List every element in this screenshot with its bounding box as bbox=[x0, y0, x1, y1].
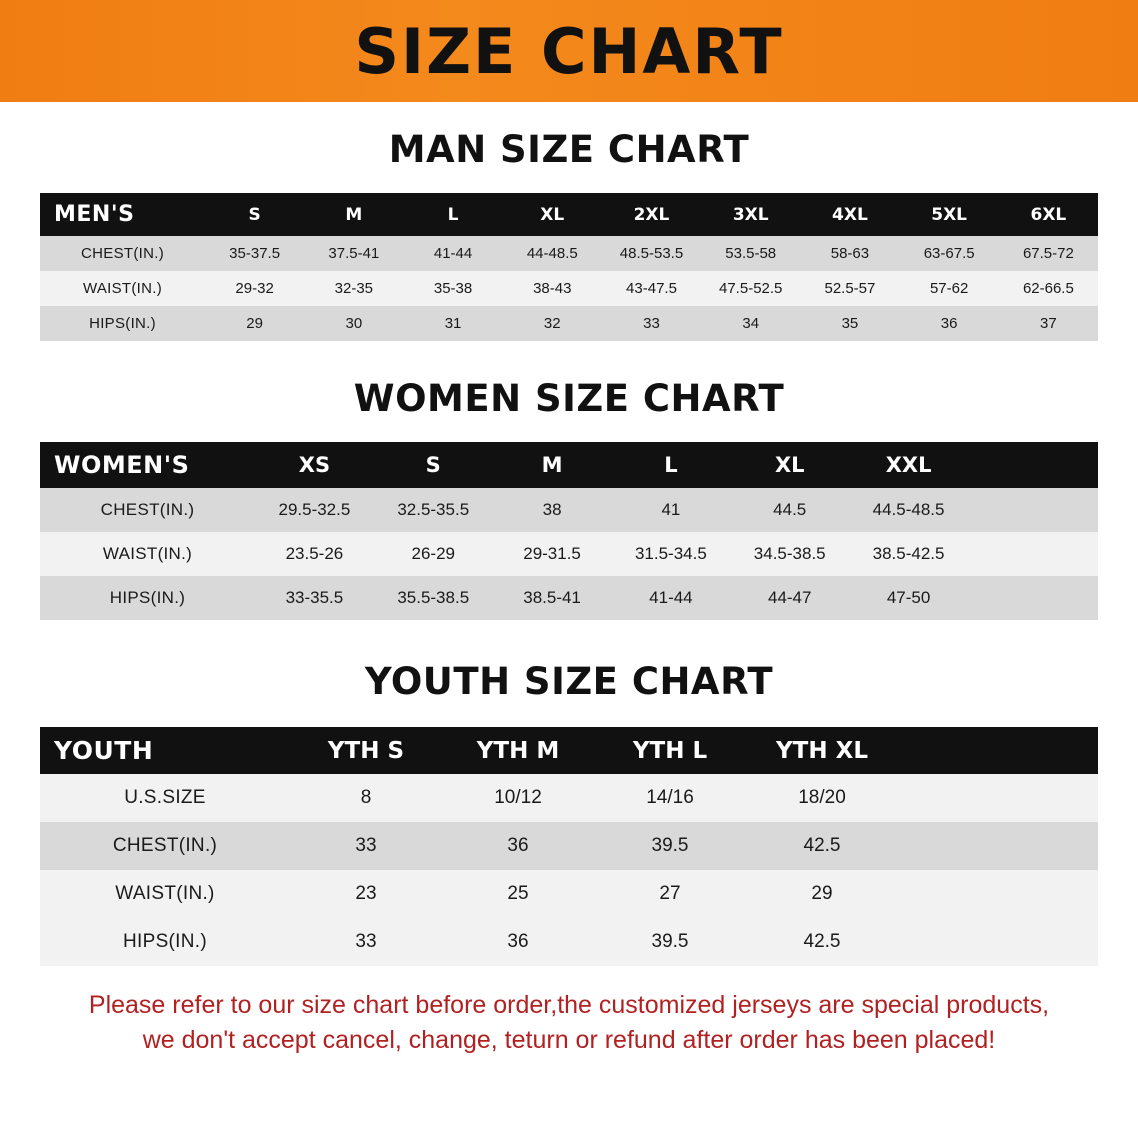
table-row bbox=[40, 488, 1098, 532]
table-cell: 58-63 bbox=[800, 236, 899, 271]
table-cell: 29-31.5 bbox=[493, 532, 612, 576]
order-policy-note bbox=[38, 988, 1100, 1057]
table-header-row bbox=[40, 727, 1098, 774]
spacer-cell bbox=[968, 532, 1098, 576]
table-row bbox=[40, 822, 1098, 870]
women-size-table bbox=[40, 442, 1098, 620]
column-header: S bbox=[374, 442, 493, 488]
table-cell: 38.5-41 bbox=[493, 576, 612, 620]
table-cell: 53.5-58 bbox=[701, 236, 800, 271]
table-cell: 38-43 bbox=[503, 271, 602, 306]
table-cell: 43-47.5 bbox=[602, 271, 701, 306]
table-cell: 47-50 bbox=[849, 576, 968, 620]
column-header: 6XL bbox=[999, 193, 1098, 236]
table-row bbox=[40, 576, 1098, 620]
table-cell: 63-67.5 bbox=[900, 236, 999, 271]
column-header: XS bbox=[255, 442, 374, 488]
table-cell: 29 bbox=[746, 870, 898, 918]
table-cell: 36 bbox=[442, 918, 594, 966]
table-cell: 41-44 bbox=[403, 236, 502, 271]
table-cell: 31.5-34.5 bbox=[611, 532, 730, 576]
table-cell: 44.5 bbox=[730, 488, 849, 532]
table-cell: 29 bbox=[205, 306, 304, 341]
man-size-table-container bbox=[0, 193, 1138, 341]
row-label: WAIST(IN.) bbox=[40, 271, 205, 306]
spacer-cell bbox=[898, 774, 1098, 822]
table-cell: 37 bbox=[999, 306, 1098, 341]
column-header: XL bbox=[503, 193, 602, 236]
table-cell: 38 bbox=[493, 488, 612, 532]
row-label: WAIST(IN.) bbox=[40, 532, 255, 576]
spacer-cell bbox=[898, 727, 1098, 774]
table-cell: 33 bbox=[602, 306, 701, 341]
row-label: HIPS(IN.) bbox=[40, 306, 205, 341]
table-row bbox=[40, 918, 1098, 966]
column-header: YTH S bbox=[290, 727, 442, 774]
table-cell: 23 bbox=[290, 870, 442, 918]
row-label: HIPS(IN.) bbox=[40, 918, 290, 966]
column-header: M bbox=[304, 193, 403, 236]
table-cell: 41 bbox=[611, 488, 730, 532]
table-cell: 39.5 bbox=[594, 918, 746, 966]
column-header: S bbox=[205, 193, 304, 236]
table-cell: 35 bbox=[800, 306, 899, 341]
table-cell: 33 bbox=[290, 918, 442, 966]
spacer-cell bbox=[968, 442, 1098, 488]
table-cell: 37.5-41 bbox=[304, 236, 403, 271]
column-header: YTH M bbox=[442, 727, 594, 774]
spacer-cell bbox=[898, 822, 1098, 870]
table-cell: 25 bbox=[442, 870, 594, 918]
man-section-title: MAN SIZE CHART bbox=[388, 128, 750, 171]
page-title: SIZE CHART bbox=[354, 14, 784, 88]
table-cell: 14/16 bbox=[594, 774, 746, 822]
table-cell: 23.5-26 bbox=[255, 532, 374, 576]
youth-size-table bbox=[40, 727, 1098, 966]
table-row bbox=[40, 870, 1098, 918]
table-row bbox=[40, 271, 1098, 306]
table-row bbox=[40, 236, 1098, 271]
table-cell: 36 bbox=[900, 306, 999, 341]
table-cell: 29-32 bbox=[205, 271, 304, 306]
table-cell: 32 bbox=[503, 306, 602, 341]
table-row bbox=[40, 306, 1098, 341]
youth-size-table-container bbox=[0, 727, 1138, 966]
table-cell: 32-35 bbox=[304, 271, 403, 306]
row-label: HIPS(IN.) bbox=[40, 576, 255, 620]
column-header: YOUTH bbox=[40, 727, 290, 774]
row-label: U.S.SIZE bbox=[40, 774, 290, 822]
table-cell: 35.5-38.5 bbox=[374, 576, 493, 620]
table-row bbox=[40, 774, 1098, 822]
table-cell: 32.5-35.5 bbox=[374, 488, 493, 532]
table-cell: 38.5-42.5 bbox=[849, 532, 968, 576]
table-header-row bbox=[40, 442, 1098, 488]
column-header: L bbox=[611, 442, 730, 488]
row-label: CHEST(IN.) bbox=[40, 236, 205, 271]
table-cell: 34.5-38.5 bbox=[730, 532, 849, 576]
table-cell: 29.5-32.5 bbox=[255, 488, 374, 532]
table-cell: 27 bbox=[594, 870, 746, 918]
column-header: XXL bbox=[849, 442, 968, 488]
table-cell: 18/20 bbox=[746, 774, 898, 822]
spacer-cell bbox=[898, 870, 1098, 918]
table-cell: 26-29 bbox=[374, 532, 493, 576]
spacer-cell bbox=[968, 576, 1098, 620]
table-cell: 35-38 bbox=[403, 271, 502, 306]
table-header-row bbox=[40, 193, 1098, 236]
column-header: YTH XL bbox=[746, 727, 898, 774]
table-row bbox=[40, 532, 1098, 576]
table-cell: 41-44 bbox=[611, 576, 730, 620]
column-header: WOMEN'S bbox=[40, 442, 255, 488]
table-cell: 57-62 bbox=[900, 271, 999, 306]
table-cell: 31 bbox=[403, 306, 502, 341]
table-cell: 39.5 bbox=[594, 822, 746, 870]
table-cell: 44-48.5 bbox=[503, 236, 602, 271]
table-cell: 8 bbox=[290, 774, 442, 822]
row-label: CHEST(IN.) bbox=[40, 488, 255, 532]
spacer-cell bbox=[898, 918, 1098, 966]
youth-section-title: YOUTH SIZE CHART bbox=[364, 660, 774, 703]
women-size-table-container bbox=[0, 442, 1138, 620]
column-header: 2XL bbox=[602, 193, 701, 236]
column-header: 4XL bbox=[800, 193, 899, 236]
table-cell: 67.5-72 bbox=[999, 236, 1098, 271]
table-cell: 48.5-53.5 bbox=[602, 236, 701, 271]
table-cell: 10/12 bbox=[442, 774, 594, 822]
man-size-table bbox=[40, 193, 1098, 341]
table-cell: 47.5-52.5 bbox=[701, 271, 800, 306]
note-line-2: we don't accept cancel, change, teturn or refund after order has been placed! bbox=[142, 1025, 996, 1054]
table-cell: 52.5-57 bbox=[800, 271, 899, 306]
table-cell: 33-35.5 bbox=[255, 576, 374, 620]
column-header: 5XL bbox=[900, 193, 999, 236]
table-cell: 42.5 bbox=[746, 822, 898, 870]
table-cell: 36 bbox=[442, 822, 594, 870]
note-line-1: Please refer to our size chart before order,the customized jerseys are special products, bbox=[88, 991, 1050, 1019]
table-cell: 34 bbox=[701, 306, 800, 341]
column-header: L bbox=[403, 193, 502, 236]
row-label: WAIST(IN.) bbox=[40, 870, 290, 918]
women-section-title: WOMEN SIZE CHART bbox=[353, 377, 785, 420]
column-header: MEN'S bbox=[40, 193, 205, 236]
table-cell: 44-47 bbox=[730, 576, 849, 620]
table-cell: 30 bbox=[304, 306, 403, 341]
row-label: CHEST(IN.) bbox=[40, 822, 290, 870]
table-cell: 33 bbox=[290, 822, 442, 870]
table-cell: 35-37.5 bbox=[205, 236, 304, 271]
page-banner bbox=[0, 0, 1138, 102]
column-header: YTH L bbox=[594, 727, 746, 774]
table-cell: 42.5 bbox=[746, 918, 898, 966]
table-cell: 44.5-48.5 bbox=[849, 488, 968, 532]
column-header: 3XL bbox=[701, 193, 800, 236]
column-header: M bbox=[493, 442, 612, 488]
table-cell: 62-66.5 bbox=[999, 271, 1098, 306]
spacer-cell bbox=[968, 488, 1098, 532]
column-header: XL bbox=[730, 442, 849, 488]
